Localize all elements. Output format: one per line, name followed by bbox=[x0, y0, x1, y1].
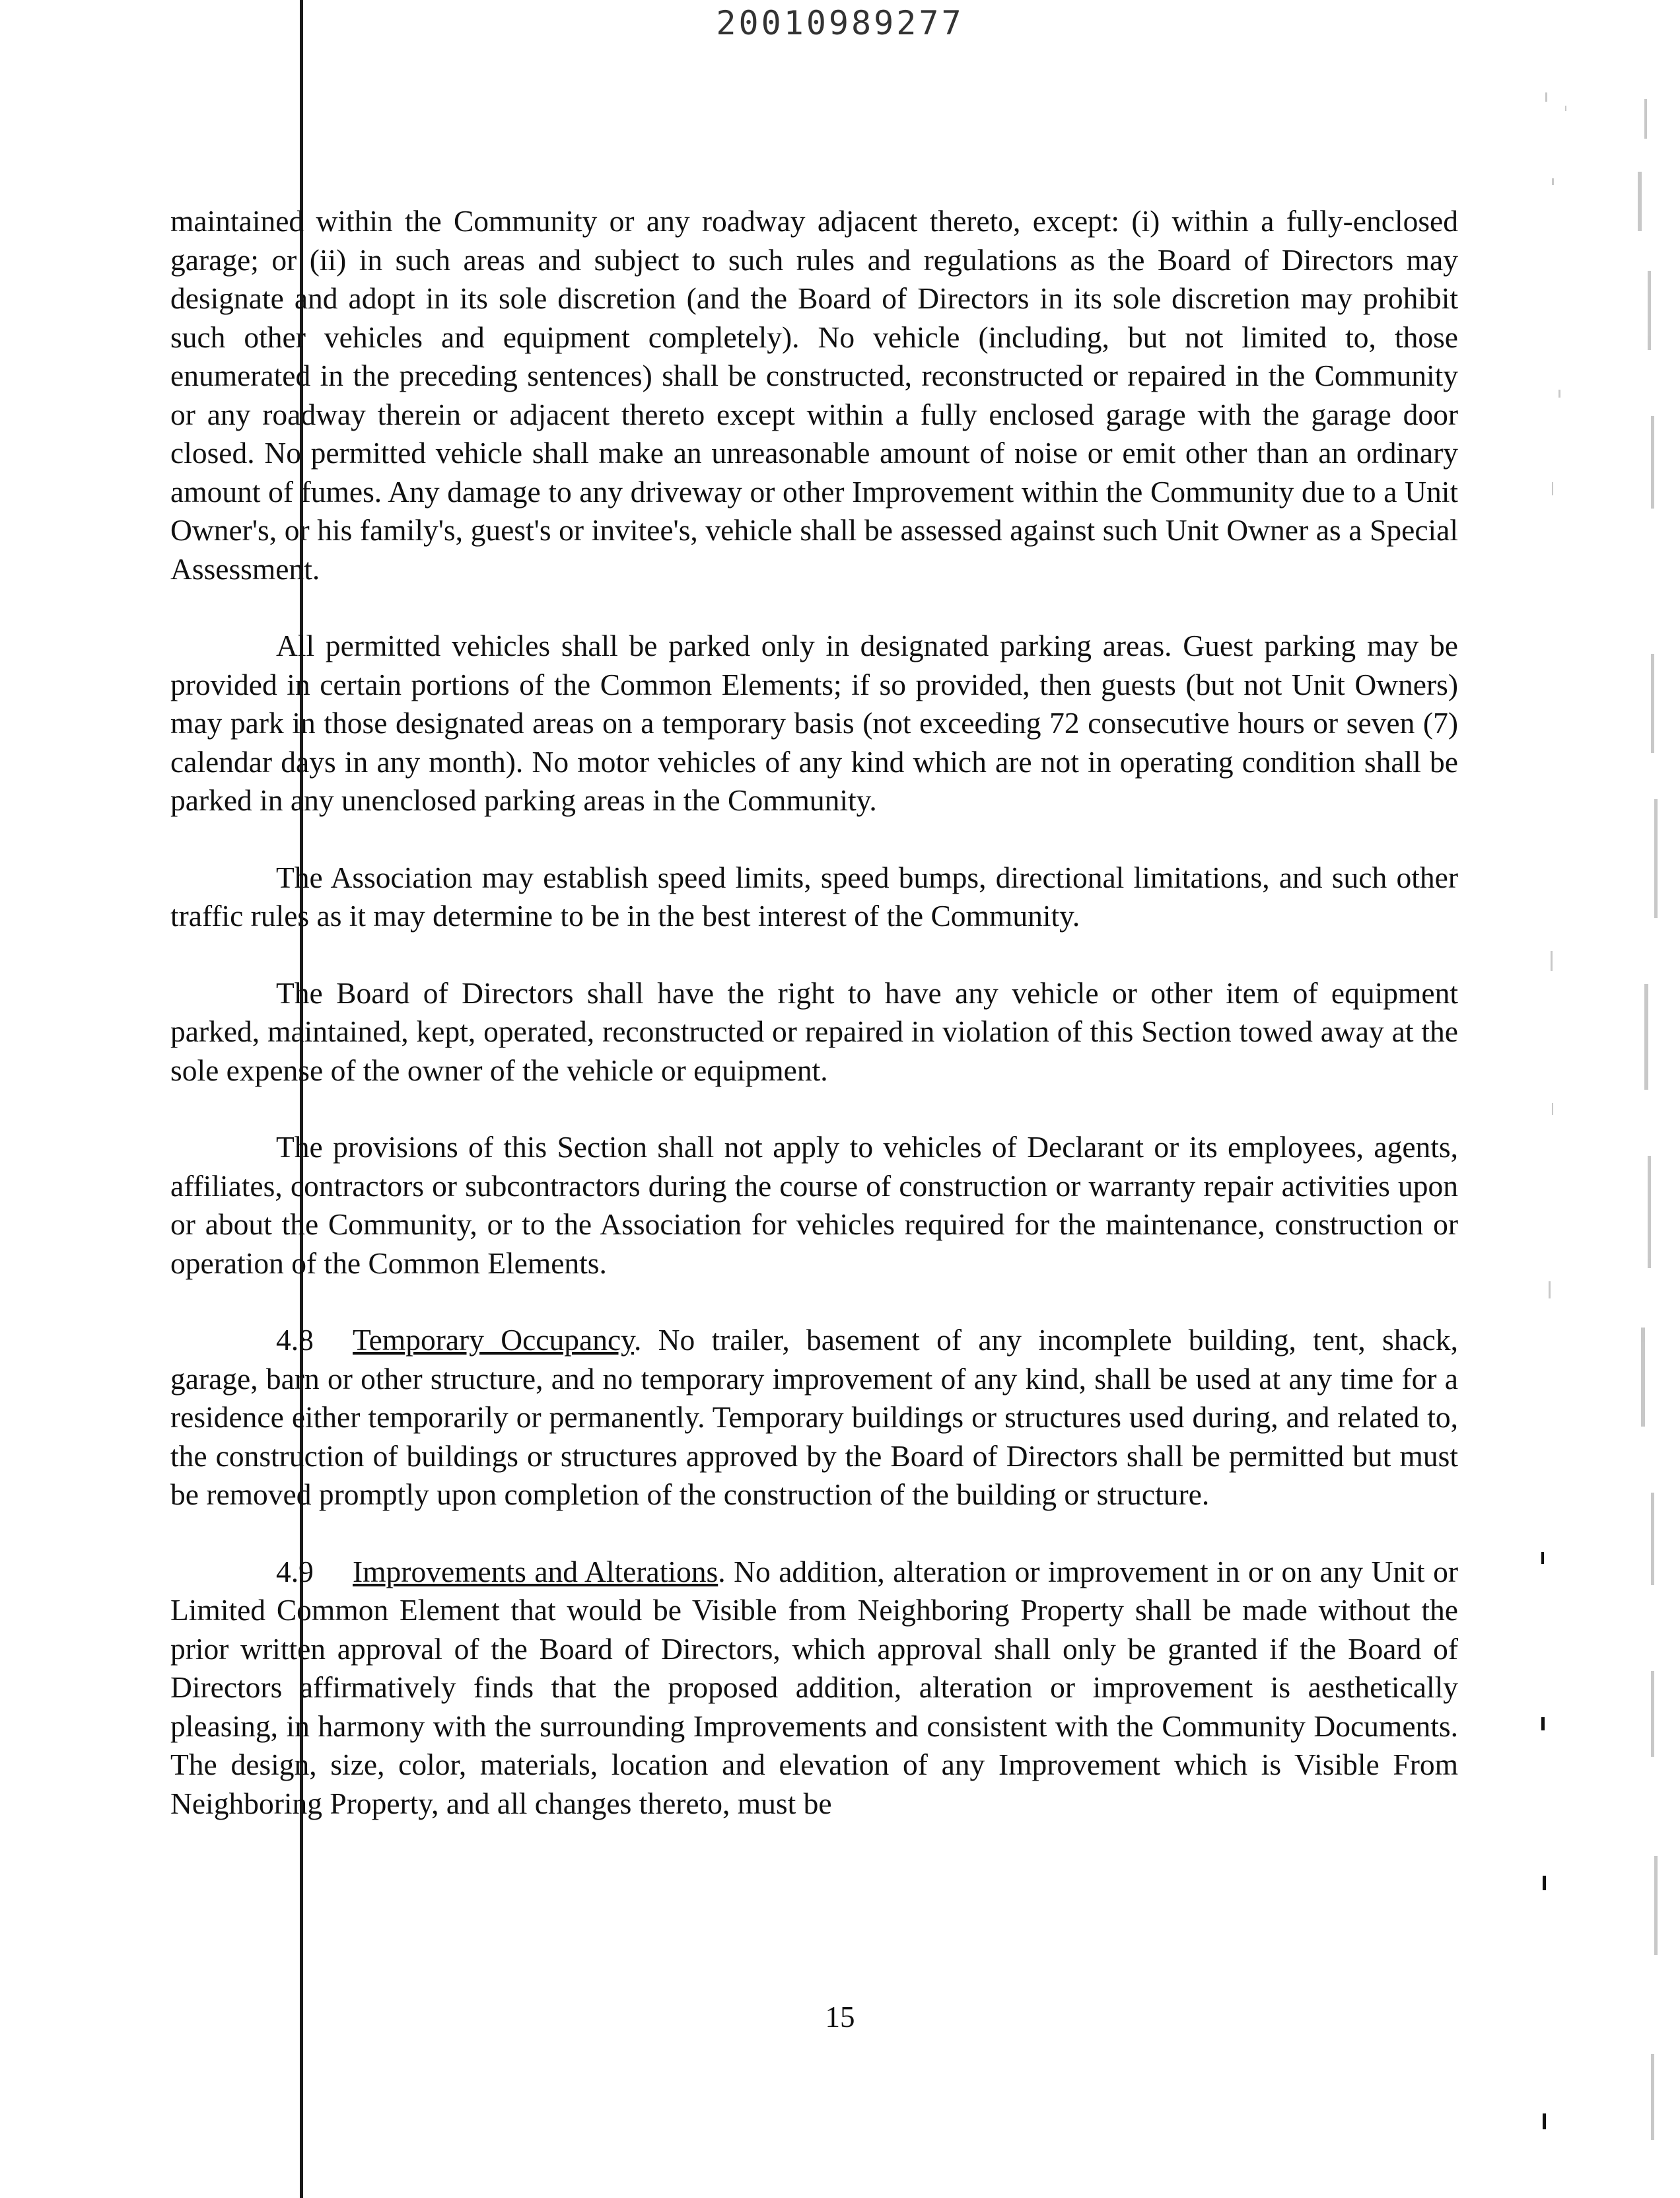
section-number: 4.8 bbox=[276, 1323, 314, 1357]
paragraph-vehicle-restrictions: maintained within the Community or any roadway adjacent thereto, except: (i) within a fully-enclosed garage; or (ii) in such areas and subject to such rules and regulations as the Board of Directors may designate and adopt in its sole discretion (and the Board of Directors in its sole discretion may prohibit such other vehicles and equipment completely). No vehicle (including, but not limited to, those enumerated in the preceding sentences) shall be constructed, reconstructed or repaired in the Community or any roadway therein or adjacent thereto except within a fully enclosed garage with the garage door closed. No permitted vehicle shall make an unreasonable amount of noise or emit other than an ordinary amount of fumes. Any damage to any driveway or other Improvement within the Community due to a Unit Owner's, or his family's, guest's or invitee's, vehicle shall be assessed against such Unit Owner as a Special Assessment. bbox=[170, 204, 1458, 586]
section-text: . No trailer, basement of any incomplete building, tent, shack, garage, barn or other structure, and no temporary improvement of any kind, shall be used at any time for a residence either temporarily or permanently. Temporary buildings or structures used during, and related to, the construction of buildings or structures approved by the Board of Directors shall be permitted but must be removed promptly upon completion of the construction of the building or structure. bbox=[170, 1323, 1458, 1511]
recording-number: 20010989277 bbox=[716, 4, 964, 42]
section-title: Temporary Occupancy bbox=[353, 1323, 634, 1357]
section-number: 4.9 bbox=[276, 1554, 314, 1588]
document-body bbox=[170, 202, 1458, 1861]
scan-margin-noise bbox=[1539, 73, 1671, 2186]
paragraph-declarant-exemption: The provisions of this Section shall not apply to vehicles of Declarant or its employees, agents, affiliates, contractors or subcontractors during the course of construction or warranty repair activities upon or about the Community, or to the Association for vehicles required for the maintenance, construction or operation of the Common Elements. bbox=[170, 1130, 1458, 1280]
paragraph-towing: The Board of Directors shall have the right to have any vehicle or other item of equipment parked, maintained, kept, operated, reconstructed or repaired in violation of this Section towed away at the sole expense of the owner of the vehicle or equipment. bbox=[170, 975, 1458, 1087]
paragraph-parking: All permitted vehicles shall be parked only in designated parking areas. Guest parking may be provided in certain portions of the Common Elements; if so provided, then guests (but not Unit Owners) may park in those designated areas on a temporary basis (not exceeding 72 consecutive hours or seven (7) calendar days in any month). No motor vehicles of any kind which are not in operating condition shall be parked in any unenclosed parking areas in the Community. bbox=[170, 629, 1458, 817]
section-text: . No addition, alteration or improvement in or on any Unit or Limited Common Element that would be Visible from Neighboring Property shall be made without the prior written approval of the Board of Directors, which approval shall only be granted if the Board of Directors affirmatively finds that the proposed addition, alteration or improvement is aesthetically pleasing, in harmony with the surrounding Improvements and consistent with the Community Documents. The design, size, color, materials, location and elevation of any Improvement which is Visible From Neighboring Property, and all changes thereto, must be bbox=[170, 1554, 1458, 1820]
section-title: Improvements and Alterations bbox=[353, 1554, 718, 1588]
section-4-9 bbox=[170, 1553, 1458, 1824]
paragraph-traffic-rules: The Association may establish speed limits, speed bumps, directional limitations, and such other traffic rules as it may determine to be in the best interest of the Community. bbox=[170, 860, 1458, 933]
section-4-8 bbox=[170, 1321, 1458, 1514]
page-number: 15 bbox=[825, 2001, 855, 2034]
